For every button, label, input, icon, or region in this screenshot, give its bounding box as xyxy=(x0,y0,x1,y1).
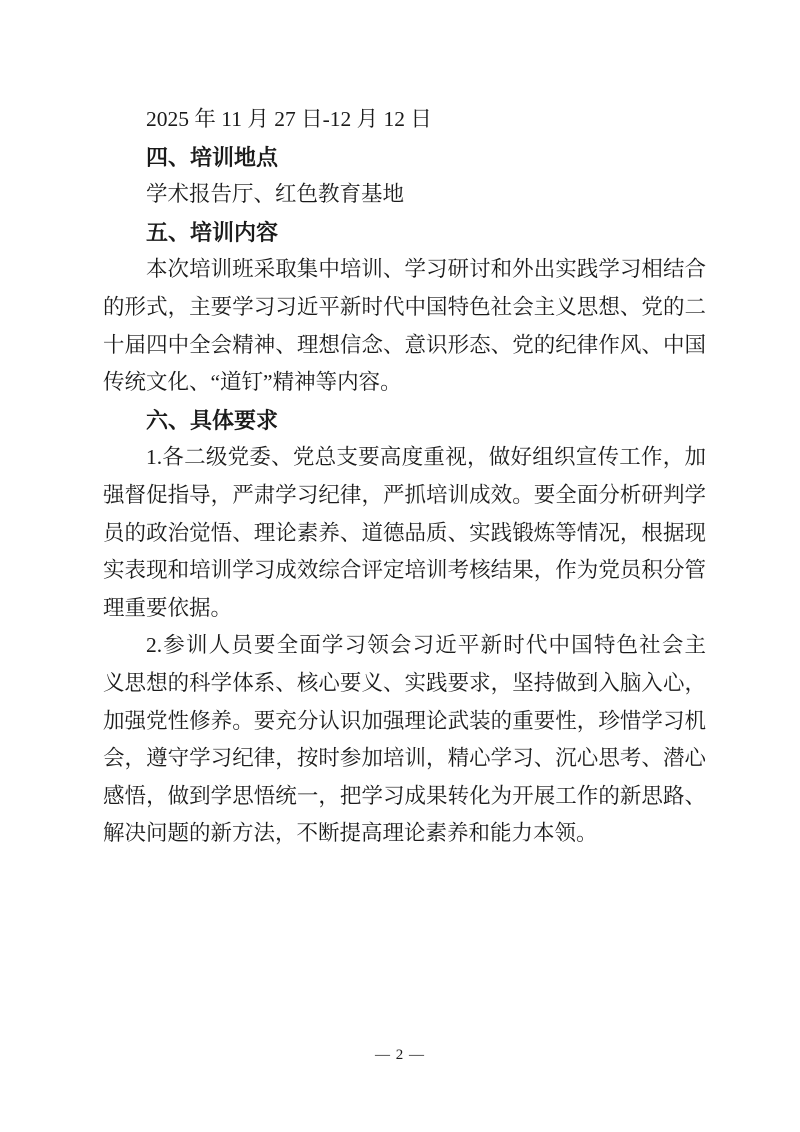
page-number: — 2 — xyxy=(375,1047,425,1063)
document-line: 十届四中全会精神、理想信念、意识形态、党的纪律作风、中国 xyxy=(103,332,706,357)
document-line: 2.参训人员要全面学习领会习近平新时代中国特色社会主 xyxy=(146,633,706,658)
section-heading: 五、培训内容 xyxy=(146,219,279,245)
document-line: 本次培训班采取集中培训、学习研讨和外出实践学习相结合 xyxy=(146,257,706,282)
document-line: 的形式，主要学习习近平新时代中国特色社会主义思想、党的二 xyxy=(103,294,706,319)
document-line: 会，遵守学习纪律，按时参加培训，精心学习、沉心思考、潜心 xyxy=(103,746,706,771)
document-line: 义思想的科学体系、核心要义、实践要求，坚持做到入脑入心， xyxy=(103,670,706,695)
section-heading: 四、培训地点 xyxy=(146,144,279,170)
date-line: 2025 年 11 月 27 日-12 月 12 日 xyxy=(146,107,432,131)
document-line: 强督促指导，严肃学习纪律，严抓培训成效。要全面分析研判学 xyxy=(103,482,706,507)
document-line: 学术报告厅、红色教育基地 xyxy=(146,182,405,207)
section-heading: 六、具体要求 xyxy=(146,407,279,433)
document-line: 员的政治觉悟、理论素养、道德品质、实践锻炼等情况，根据现 xyxy=(103,520,706,545)
document-line: 1.各二级党委、党总支要高度重视，做好组织宣传工作，加 xyxy=(146,445,706,470)
document-line: 理重要依据。 xyxy=(103,595,233,620)
document-line: 传统文化、“道钉”精神等内容。 xyxy=(103,370,402,395)
document-line: 解决问题的新方法，不断提高理论素养和能力本领。 xyxy=(103,821,598,846)
document-line: 实表现和培训学习成效综合评定培训考核结果，作为党员积分管 xyxy=(103,558,706,583)
document-body xyxy=(103,101,706,853)
document-line: 加强党性修养。要充分认识加强理论武装的重要性，珍惜学习机 xyxy=(103,708,706,733)
document-line: 感悟，做到学思悟统一，把学习成果转化为开展工作的新思路、 xyxy=(103,783,706,808)
